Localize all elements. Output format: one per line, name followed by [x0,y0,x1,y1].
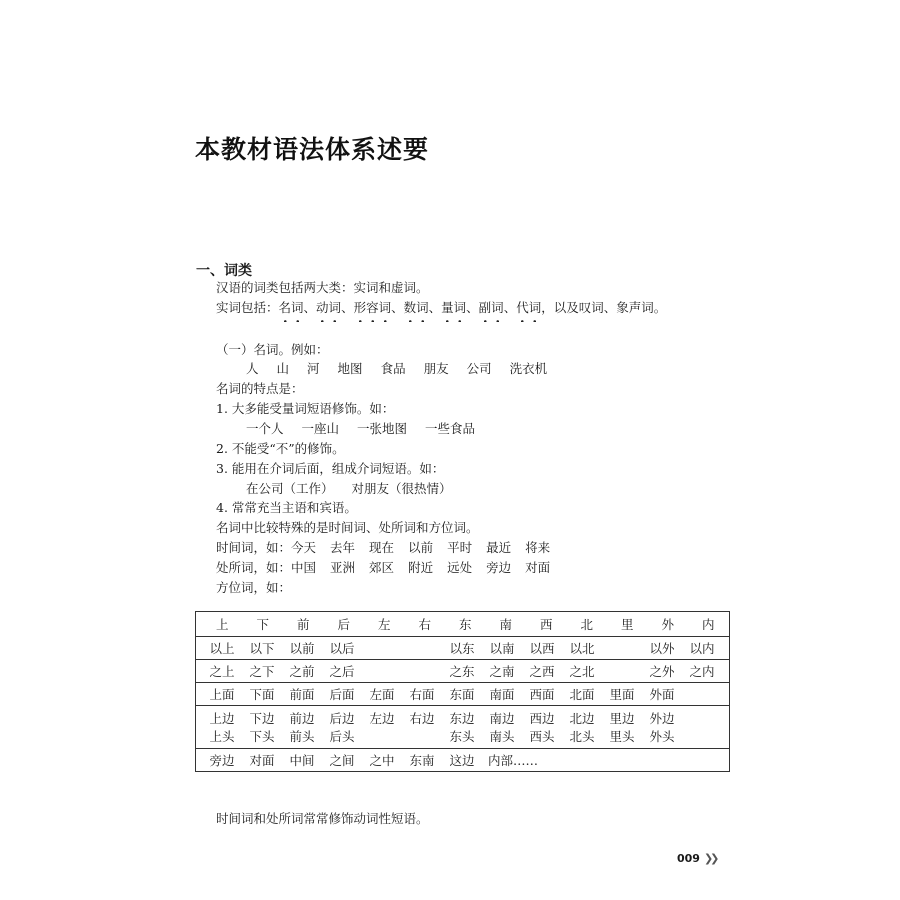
table-cell: 东面 [449,687,475,702]
page-number: 009 [677,852,700,865]
table-cell [402,727,442,745]
table-cell: 以南 [489,641,515,656]
table-cell [682,685,722,703]
table-cell [682,709,722,727]
table-cell: 下头 [249,729,275,744]
table-cell: 之外 [649,664,675,679]
table-cell: 下 [256,617,269,632]
noun-examples [246,361,565,377]
place-label: 处所词，如： [216,560,292,575]
time-label: 时间词，如： [216,540,292,555]
row-basic [202,615,729,633]
table-cell: 里 [620,617,634,632]
table-row [196,706,730,749]
table-cell: 对面 [249,753,275,768]
place-word: 对面 [525,560,551,575]
table-cell: 之南 [489,664,515,679]
table-cell: 西 [539,617,553,632]
time-word: 今天 [291,540,317,555]
table-cell: 北面 [569,687,595,702]
example-word: 食品 [380,361,406,376]
table-cell: 南边 [489,711,515,726]
page-title: 本教材语法体系述要 [195,135,430,164]
table-cell [362,662,402,680]
direction-label: 方位词，如： [216,580,292,595]
table-cell: 东南 [409,753,435,768]
table-cell: 东头 [449,729,475,744]
example-word: 山 [276,361,290,376]
table-cell: 之东 [449,664,475,679]
table-cell: 以后 [329,641,355,656]
table-cell: 以上 [209,641,235,656]
noun-heading: （一）名词。例如： [216,342,329,357]
time-words-line [216,540,568,556]
table-cell: 上头 [209,729,235,744]
content-word: 动词 [316,300,342,315]
table-cell: 后 [337,617,350,632]
table-cell [682,727,722,745]
feature-1-examples [246,421,493,437]
table-cell: 左 [377,617,391,632]
table-cell: 后边 [329,711,355,726]
example-phrase: 一些食品 [425,421,476,436]
table-row [196,612,730,637]
table-cell: 以内 [689,641,715,656]
feature-4: 4. 常常充当主语和宾语。 [216,500,357,515]
table-cell: 之上 [209,664,235,679]
example-word: 地图 [337,361,363,376]
table-cell: 之中 [369,753,395,768]
table-row [196,637,730,660]
table-cell: 南头 [489,729,515,744]
table-cell: 下边 [249,711,275,726]
table-cell: 外边 [649,711,675,726]
table-cell: 以东 [449,641,475,656]
table-cell: 外头 [649,729,675,744]
example-word: 朋友 [423,361,449,376]
special-nouns: 名词中比较特殊的是时间词、处所词和方位词。 [216,520,479,535]
table-cell: 以西 [529,641,555,656]
table-cell: 上 [215,617,229,632]
content-words-paragraph: 实词包括：名词、动词、形容词、数词、量词、副词、代词，以及叹词、象声词。 [216,300,667,315]
table-cell: 西边 [529,711,555,726]
table-cell: 前 [296,617,310,632]
table-cell: 前面 [289,687,315,702]
closing-sentence: 时间词和处所词常常修饰动词性短语。 [216,811,429,826]
place-words-line [216,560,568,576]
table-cell: 右边 [409,711,435,726]
content-word: 量词 [441,300,467,315]
place-word: 亚洲 [330,560,356,575]
table-cell: 之间 [329,753,355,768]
feature-3: 3. 能用在介词后面，组成介词短语。如： [216,461,445,476]
table-cell: 西面 [529,687,555,702]
table-cell [402,662,442,680]
table-cell: 里边 [609,711,635,726]
table-cell: 这边 [449,753,475,768]
place-word: 旁边 [486,560,512,575]
table-cell: 东 [458,617,472,632]
table-cell: 南面 [489,687,515,702]
time-word: 最近 [486,540,512,555]
table-cell: 左边 [369,711,395,726]
table-cell: 之内 [689,664,715,679]
direction-words-table [195,611,730,772]
table-cell: 右面 [409,687,435,702]
table-cell: 里头 [609,729,635,744]
time-word: 将来 [525,540,551,555]
example-phrase: 一张地图 [357,421,408,436]
example-phrase: 一座山 [301,421,340,436]
table-cell: 南 [499,617,512,632]
place-word: 附近 [408,560,434,575]
table-cell: 前边 [289,711,315,726]
example-phrase: 一个人 [246,421,284,436]
table-cell: 外 [661,617,674,632]
table-cell: 北头 [569,729,595,744]
table-cell: 内 [701,617,715,632]
table-cell: 之前 [289,664,315,679]
table-cell: 以下 [249,641,275,656]
table-row [196,749,730,772]
example-word: 洗衣机 [509,361,548,376]
feature-3-examples [246,481,470,497]
content-word: 名词 [278,300,304,315]
table-cell: 之北 [569,664,595,679]
content-word: 数词 [403,300,429,315]
table-cell: 内部…… [488,753,539,768]
table-cell: 后面 [329,687,355,702]
place-word: 郊区 [369,560,395,575]
place-word: 中国 [291,560,317,575]
table-row [196,660,730,683]
table-cell: 后头 [329,729,355,744]
content-word: 形容词 [353,300,392,315]
time-word: 平时 [447,540,473,555]
table-cell: 以外 [649,641,675,656]
example-phrase: 在公司（工作） [246,481,334,496]
table-cell: 外面 [649,687,675,702]
content-word: 副词 [478,300,504,315]
table-cell [362,727,402,745]
example-word: 人 [246,361,259,376]
table-cell: 下面 [249,687,275,702]
feature-2: 2. 不能受“不”的修饰。 [216,441,345,456]
content-prefix: 实词包括： [216,300,279,315]
table-cell: 上面 [209,687,235,702]
table-cell: 里面 [609,687,635,702]
table-cell: 旁边 [209,753,235,768]
table-cell [362,639,402,657]
table-cell: 左面 [369,687,395,702]
table-cell [602,662,642,680]
section-heading-word-classes: 一、词类 [196,263,252,279]
table-cell: 之西 [529,664,555,679]
example-word: 公司 [466,361,492,376]
table-cell: 右 [418,617,431,632]
table-cell: 北 [580,617,593,632]
table-cell: 以前 [289,641,315,656]
intro-paragraph: 汉语的词类包括两大类：实词和虚词。 [216,280,429,295]
place-word: 远处 [447,560,473,575]
table-cell: 西头 [529,729,555,744]
time-word: 现在 [369,540,395,555]
feature-1: 1. 大多能受量词短语修饰。如： [216,401,395,416]
table-cell: 以北 [569,641,595,656]
table-cell: 北边 [569,711,595,726]
table-cell [402,639,442,657]
table-cell [602,639,642,657]
example-word: 河 [307,361,320,376]
time-word: 以前 [408,540,434,555]
page-footer [677,852,716,865]
content-suffix: ，以及叹词、象声词。 [541,300,667,315]
table-cell: 之后 [329,664,355,679]
table-cell: 中间 [289,753,315,768]
features-label: 名词的特点是： [216,381,304,396]
content-word: 代词 [516,300,542,315]
example-phrase: 对朋友（很热情） [351,481,452,496]
table-row [196,683,730,706]
double-chevron-right-icon: ❯❯ [703,852,717,865]
table-cell: 之下 [249,664,275,679]
table-cell: 东边 [449,711,475,726]
table-cell: 上边 [209,711,235,726]
table-cell: 前头 [289,729,315,744]
time-word: 去年 [330,540,356,555]
